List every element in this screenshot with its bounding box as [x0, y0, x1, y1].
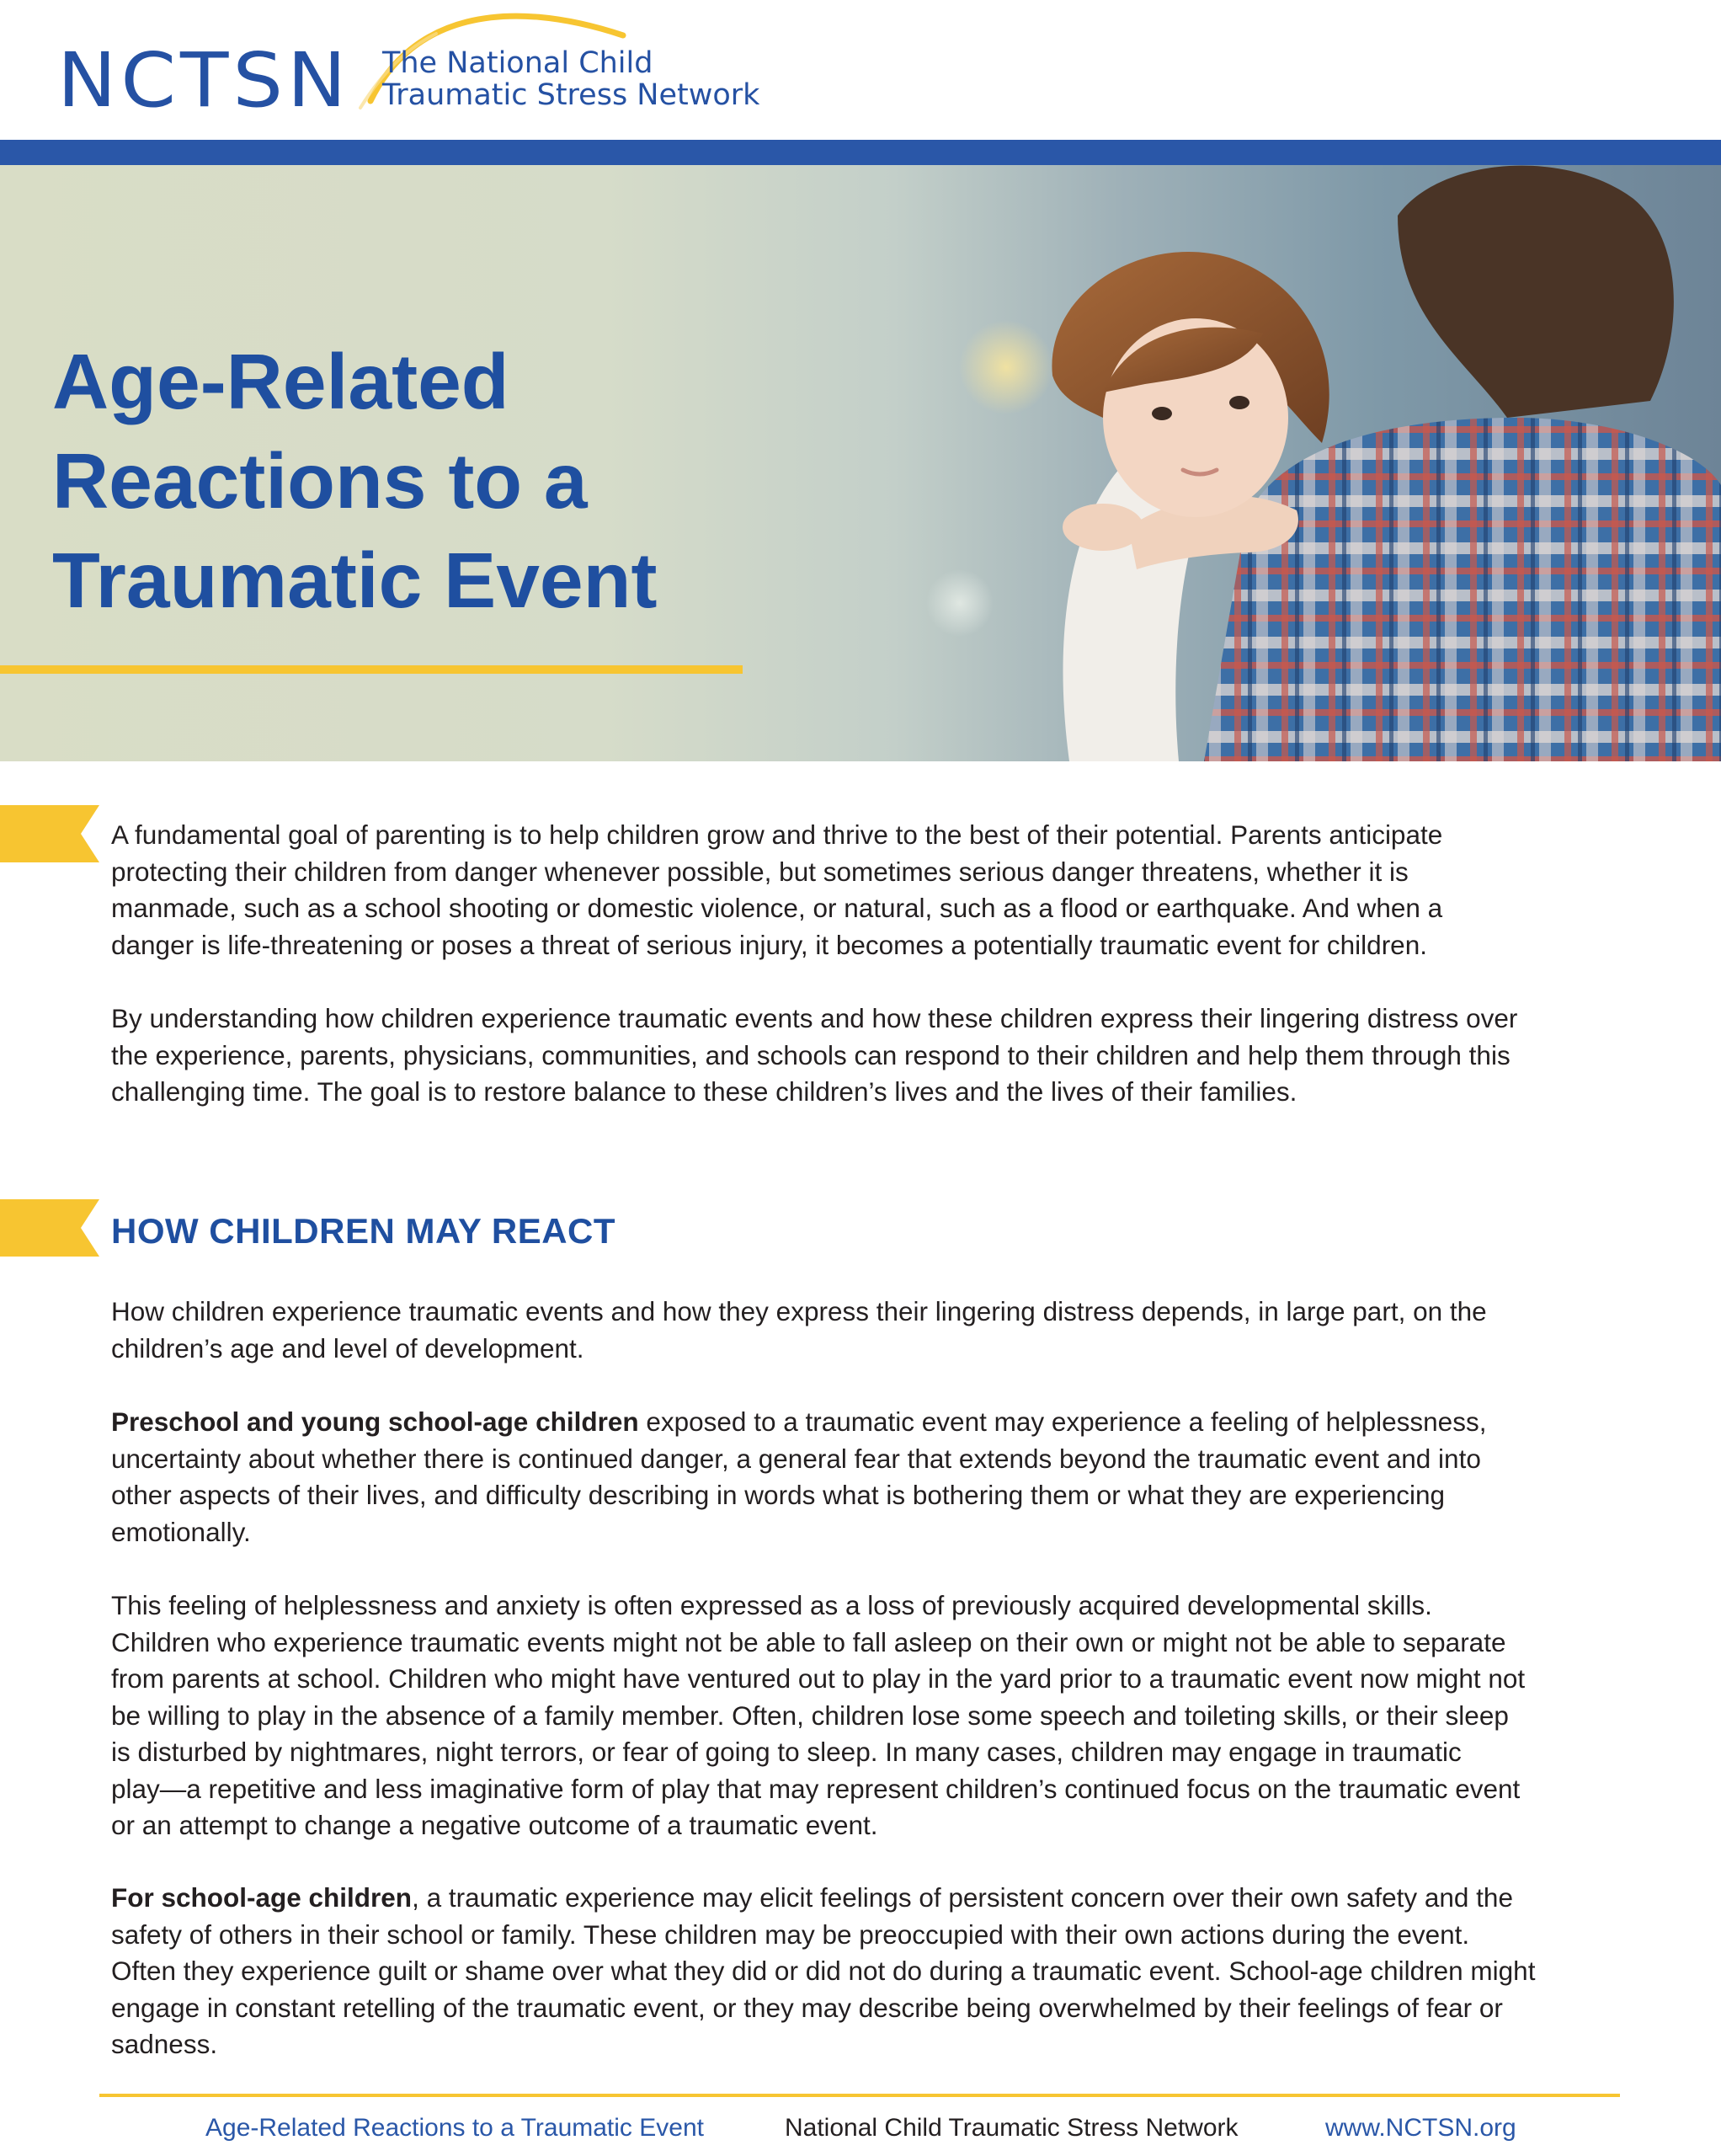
footer-website-link[interactable]: www.NCTSN.org: [1325, 2114, 1516, 2142]
text-line: danger is life-threatening or poses a threat of serious injury, it becomes a potentially traumatic event for children.: [111, 929, 1427, 960]
text-line: Children who experience traumatic events might not be able to fall asleep on their own or might not be able to separate: [111, 1626, 1506, 1657]
text-line: manmade, such as a school shooting or domestic violence, or natural, such as a flood or earthquake. And when a: [111, 893, 1443, 923]
text-line: By understanding how children experience traumatic events and how these children express their lingering distress over: [111, 1003, 1518, 1033]
footer-org-name: National Child Traumatic Stress Network: [785, 2114, 1239, 2142]
preschool-bold-lead: Preschool and young school-age children: [111, 1406, 639, 1437]
text-line: be willing to play in the absence of a family member. Often, children lose some speech and toileting skills, or their sleep: [111, 1700, 1509, 1731]
footer-doc-title: Age-Related Reactions to a Traumatic Event: [205, 2114, 704, 2142]
section-intro-paragraph: [111, 1294, 1610, 1367]
text-line: This feeling of helplessness and anxiety is often expressed as a loss of previously acquired developmental skills.: [111, 1590, 1432, 1620]
text-line: How children experience traumatic events and how they express their lingering distress depends, in large part, on the: [111, 1296, 1487, 1326]
school-age-paragraph: [111, 1880, 1610, 2063]
section-heading: HOW CHILDREN MAY REACT: [111, 1211, 616, 1251]
intro-paragraph-1: [111, 817, 1610, 963]
text-line: is disturbed by nightmares, night terrors, or fear of going to sleep. In many cases, children may engage in traumatic: [111, 1737, 1462, 1767]
text-line: children’s age and level of development.: [111, 1332, 584, 1364]
text-line: Often they experience guilt or shame over what they did or did not do during a traumatic event. School-age children might: [111, 1956, 1536, 1986]
logo-org-line-1: The National Child: [382, 46, 653, 80]
hero-photo: [926, 165, 1721, 761]
preschool-paragraph: [111, 1404, 1610, 1550]
text-line: [111, 1880, 1610, 1917]
text-span: exposed to a traumatic event may experience a feeling of helplessness,: [638, 1406, 1487, 1437]
page-title: [52, 332, 657, 630]
logo-wordmark: NCTSN: [57, 37, 351, 125]
text-line: uncertainty about whether there is continued danger, a general fear that extends beyond the traumatic event and into: [111, 1443, 1481, 1474]
text-line: or an attempt to change a negative outcome of a traumatic event.: [111, 1810, 878, 1840]
page-title-line-3: Traumatic Event: [52, 536, 658, 624]
page-title-line-1: Age-Related: [52, 338, 509, 425]
nctsn-logo: [57, 0, 760, 126]
intro-paragraph-2: [111, 1001, 1610, 1111]
text-line: the experience, parents, physicians, communities, and schools can respond to their children and help them through this: [111, 1039, 1511, 1070]
logo-org-name: [382, 47, 759, 111]
text-line: engage in constant retelling of the traumatic event, or they may describe being overwhelmed by their feelings of fear or: [111, 1992, 1503, 2023]
text-line: A fundamental goal of parenting is to help children grow and thrive to the best of their potential. Parents anticipate: [111, 819, 1443, 850]
footer-rule: [99, 2094, 1620, 2097]
school-age-bold-lead: For school-age children: [111, 1882, 413, 1913]
helplessness-paragraph: [111, 1588, 1610, 1844]
header-blue-bar: [0, 140, 1721, 165]
text-line: from parents at school. Children who might have ventured out to play in the yard prior to a traumatic event now might not: [111, 1663, 1526, 1694]
text-line: play—a repetitive and less imaginative form of play that may represent children’s continued focus on the traumatic event: [111, 1773, 1521, 1804]
text-span: , a traumatic experience may elicit feelings of persistent concern over their own safety and the: [412, 1882, 1513, 1913]
text-line: [111, 1404, 1610, 1441]
logo-org-line-2: Traumatic Stress Network: [382, 78, 760, 112]
text-line: other aspects of their lives, and difficulty describing in words what is bothering them or what they are experiencing: [111, 1480, 1445, 1510]
page-title-line-2: Reactions to a: [52, 437, 588, 525]
text-line: sadness.: [111, 2029, 218, 2059]
title-underline-rule: [0, 665, 743, 674]
intro-chevron-icon: [0, 805, 99, 862]
text-line: challenging time. The goal is to restore balance to these children’s lives and the lives of their families.: [111, 1076, 1297, 1107]
text-line: safety of others in their school or family. These children may be preoccupied with their own actions during the event.: [111, 1919, 1470, 1950]
hero-banner: [0, 165, 1721, 761]
section-chevron-icon: [0, 1199, 99, 1257]
text-line: emotionally.: [111, 1516, 251, 1547]
text-line: protecting their children from danger whenever possible, but sometimes serious danger threatens, whether it is: [111, 856, 1409, 887]
